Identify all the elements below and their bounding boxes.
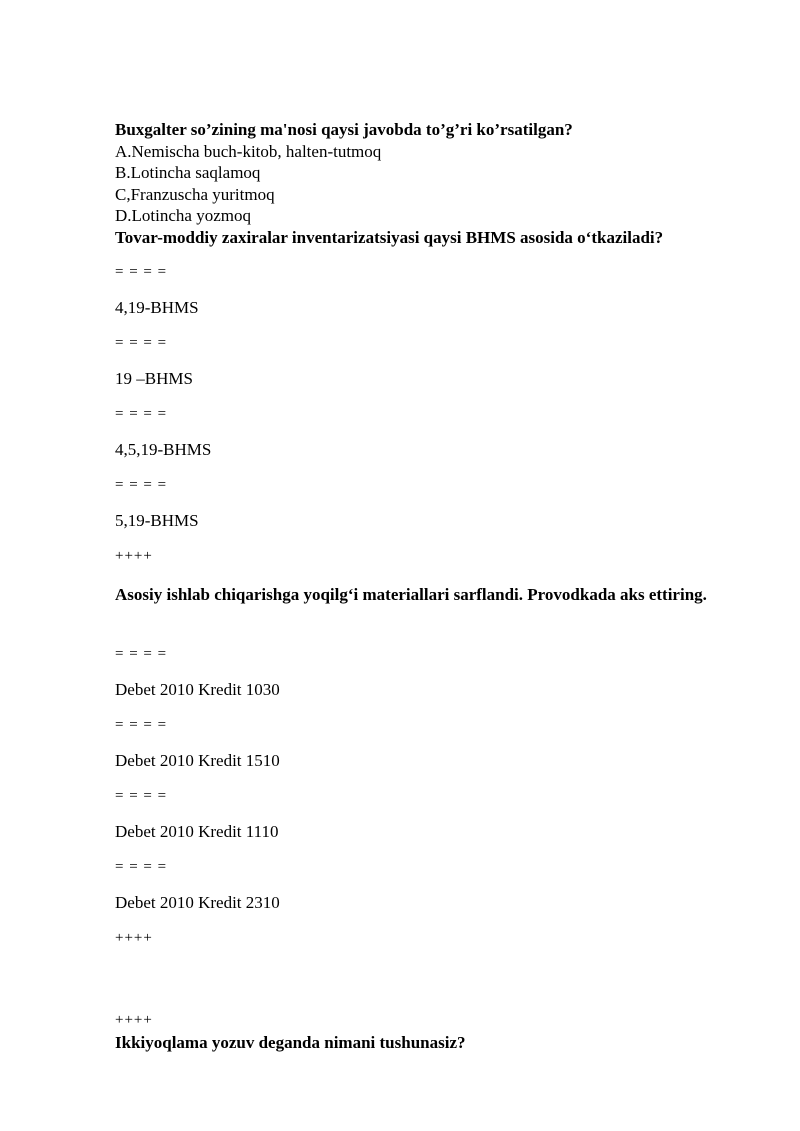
separator: = = = =: [115, 264, 168, 280]
q3-answer-2: Debet 2010 Kredit 1510: [115, 751, 280, 770]
end-marker: ++++: [115, 548, 153, 564]
question-2-text: Tovar-moddiy zaxiralar inventarizatsiyasi qaysi BHMS asosida o‘tkaziladi?: [115, 228, 664, 247]
q3-answer-4: Debet 2010 Kredit 2310: [115, 893, 280, 912]
separator: = = = =: [115, 717, 168, 733]
q2-answer-3: 4,5,19-BHMS: [115, 440, 212, 459]
separator: = = = =: [115, 859, 168, 875]
separator: = = = =: [115, 788, 168, 804]
q1-option-a: A.Nemischa buch-kitob, halten-tutmoq: [115, 142, 382, 161]
question-3-text: Asosiy ishlab chiqarishga yoqilg‘i materiallari sarflandi. Provodkada aks ettiring.: [115, 585, 707, 604]
q1-option-b: B.Lotincha saqlamoq: [115, 163, 261, 182]
question-4-text: Ikkiyoqlama yozuv deganda nimani tushunasiz?: [115, 1033, 466, 1052]
q1-option-d: D.Lotincha yozmoq: [115, 206, 251, 225]
separator: = = = =: [115, 335, 168, 351]
separator: = = = =: [115, 646, 168, 662]
end-marker: ++++: [115, 1012, 153, 1028]
q1-option-c: C,Franzuscha yuritmoq: [115, 185, 275, 204]
end-marker: ++++: [115, 930, 153, 946]
q2-answer-2: 19 –BHMS: [115, 369, 193, 388]
q2-answer-1: 4,19-BHMS: [115, 298, 199, 317]
q3-answer-1: Debet 2010 Kredit 1030: [115, 680, 280, 699]
separator: = = = =: [115, 477, 168, 493]
q3-answer-3: Debet 2010 Kredit 1110: [115, 822, 279, 841]
q2-answer-4: 5,19-BHMS: [115, 511, 199, 530]
separator: = = = =: [115, 406, 168, 422]
question-1-text: Buxgalter so’zining ma'nosi qaysi javobda to’g’ri ko’rsatilgan?: [115, 120, 573, 139]
